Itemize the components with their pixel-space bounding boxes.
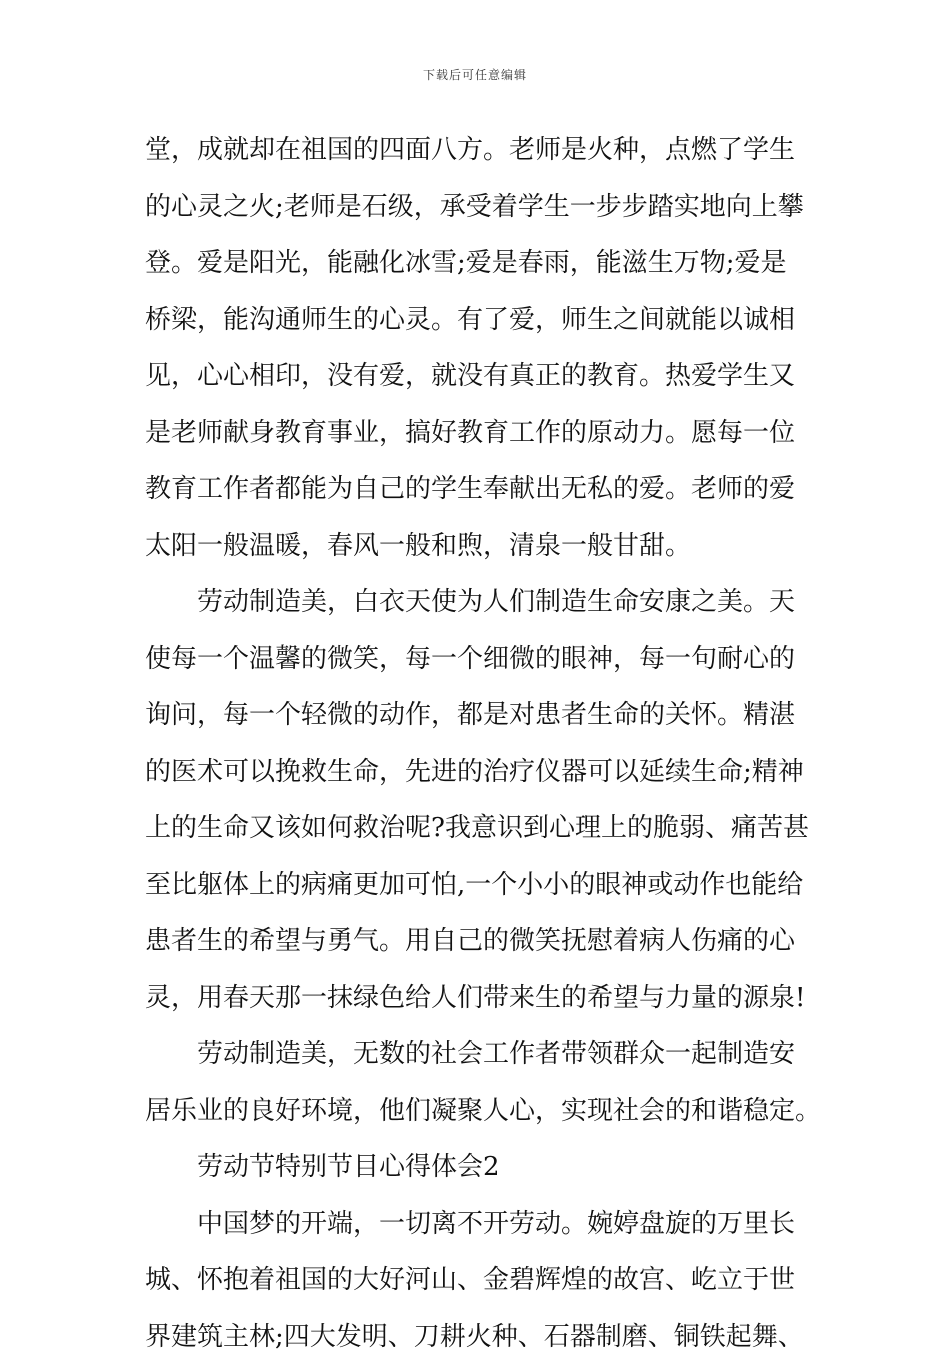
text-line: 堂，成就却在祖国的四面八方。老师是火种，点燃了学生 xyxy=(145,122,810,179)
section-heading: 劳动节特别节目心得体会2 xyxy=(145,1139,810,1196)
text-line: 居乐业的良好环境，他们凝聚人心，实现社会的和谐稳定。 xyxy=(145,1083,810,1140)
text-line: 桥梁，能沟通师生的心灵。有了爱，师生之间就能以诚相 xyxy=(145,292,810,349)
text-line: 至比躯体上的病痛更加可怕,一个小小的眼神或动作也能给 xyxy=(145,857,810,914)
text-line: 灵，用春天那一抹绿色给人们带来生的希望与力量的源泉! xyxy=(145,970,810,1027)
document-body xyxy=(145,122,810,1365)
text-line: 教育工作者都能为自己的学生奉献出无私的爱。老师的爱 xyxy=(145,461,810,518)
text-line: 的心灵之火;老师是石级，承受着学生一步步踏实地向上攀 xyxy=(145,179,810,236)
text-line: 询问，每一个轻微的动作，都是对患者生命的关怀。精湛 xyxy=(145,687,810,744)
text-line: 登。爱是阳光，能融化冰雪;爱是春雨，能滋生万物;爱是 xyxy=(145,235,810,292)
text-line: 患者生的希望与勇气。用自己的微笑抚慰着病人伤痛的心 xyxy=(145,913,810,970)
text-line: 的医术可以挽救生命，先进的治疗仪器可以延续生命;精神 xyxy=(145,744,810,801)
text-line: 太阳一般温暖，春风一般和煦，清泉一般甘甜。 xyxy=(145,518,810,575)
text-line: 上的生命又该如何救治呢?我意识到心理上的脆弱、痛苦甚 xyxy=(145,800,810,857)
text-line: 城、怀抱着祖国的大好河山、金碧辉煌的故宫、屹立于世 xyxy=(145,1252,810,1309)
text-line: 见，心心相印，没有爱，就没有真正的教育。热爱学生又 xyxy=(145,348,810,405)
paragraph-start-line: 劳动制造美，白衣天使为人们制造生命安康之美。天 xyxy=(145,574,810,631)
page-header: 下载后可任意编辑 xyxy=(0,66,950,83)
text-line: 是老师献身教育事业，搞好教育工作的原动力。愿每一位 xyxy=(145,405,810,462)
text-line: 使每一个温馨的微笑，每一个细微的眼神，每一句耐心的 xyxy=(145,631,810,688)
paragraph-start-line: 劳动制造美，无数的社会工作者带领群众一起制造安 xyxy=(145,1026,810,1083)
paragraph-start-line: 中国梦的开端，一切离不开劳动。婉婷盘旋的万里长 xyxy=(145,1196,810,1253)
text-line: 界建筑主林;四大发明、刀耕火种、石器制磨、铜铁起舞、 xyxy=(145,1309,810,1365)
